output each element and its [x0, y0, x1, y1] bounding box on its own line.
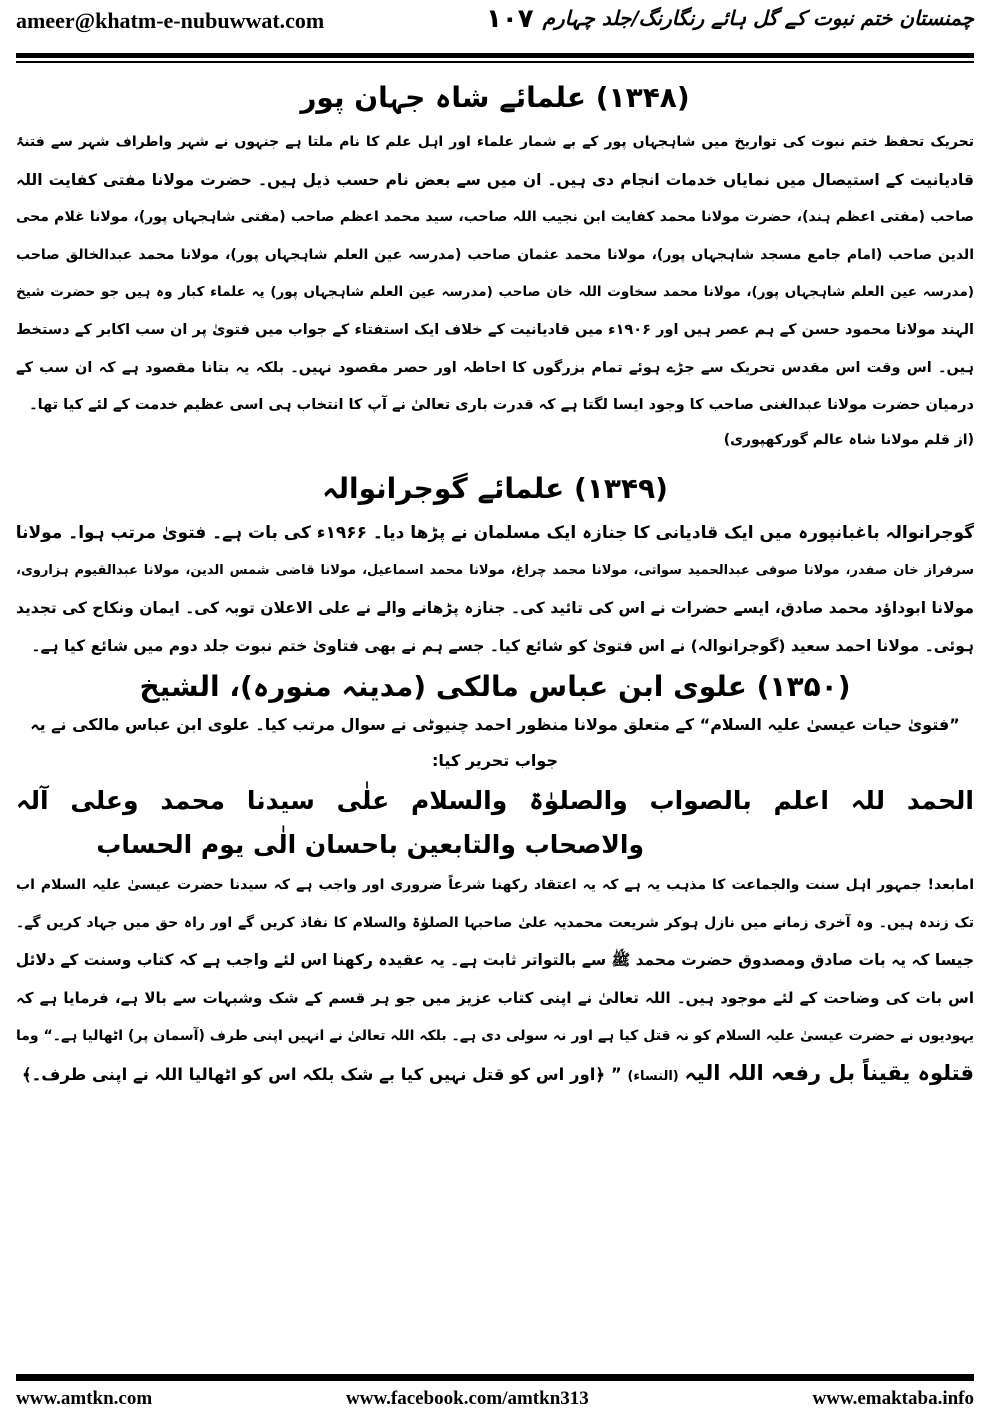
paragraph-line: امابعد! جمہور اہل سنت والجماعت کا مذہب یہ ہے کہ یہ اعتقاد رکھنا شرعاً ضروری اور واجب ہے کہ سیدنا حضرت عیسیٰ علیہ السلام اب: [16, 877, 974, 894]
footer-link-facebook[interactable]: www.facebook.com/amtkn313: [346, 1388, 589, 1409]
section-paragraph: [16, 124, 974, 425]
arabic-invocation: [16, 779, 974, 867]
paragraph-line: صاحب (مفتی اعظم ہند)، حضرت مولانا محمد کفایت ابن نجیب اللہ صاحب، سید محمد اعظم صاحب (مفتی شاہجہاں پور)، مولانا غلام محی: [16, 209, 974, 226]
section-1349: [16, 469, 974, 665]
section-heading: (۱۳۴۹) علمائے گوجرانوالہ: [322, 471, 668, 505]
paragraph-line: درمیان حضرت مولانا عبدالغنی صاحب کا وجود ایسا لگتا ہے کہ قدرت باری تعالیٰ نے آپ کا انتخاب ہی اسی عظیم خدمت کے لئے کیا تھا۔: [29, 397, 974, 414]
verse-translation: ” ﴿اور اس کو قتل نہیں کیا بے شک بلکہ اس کو اٹھالیا اللہ نے اپنی طرف۔﴾: [21, 1065, 622, 1085]
footer-rule: [16, 1374, 974, 1381]
paragraph-line: الہند مولانا محمود حسن کے ہم عصر ہیں اور ۱۹۰۶ء میں قادیانیت کے خلاف ایک استفتاء کے جواب میں فتویٰ پر ان سب اکابر کے دستخط: [16, 321, 974, 338]
paragraph-line: ہوئی۔ مولانا احمد سعید (گوجرانوالہ) نے اس فتویٰ کو شائع کیا۔ جسے ہم نے بھی فتاویٰ ختم نبوت جلد دوم میں شائع کیا ہے۔: [31, 636, 974, 655]
paragraph-line: تک زندہ ہیں۔ وہ آخری زمانے میں نازل ہوکر شریعت محمدیہ علیٰ صاحبہا الصلوٰۃ والسلام کا نفاذ کریں گے اور راہ حق میں جہاد کریں گے۔: [16, 914, 974, 931]
paragraph-line: قادیانیت کے استیصال میں نمایاں خدمات انجام دی ہیں۔ ان میں سے بعض نام حسب ذیل ہیں۔ حضرت مولانا مفتی کفایت اللہ: [16, 170, 974, 189]
paragraph-line: سرفراز خان صفدر، مولانا صوفی عبدالحمید سواتی، مولانا محمد چراغ، مولانا محمد اسماعیل، مولانا قاضی شمس الدین، مولانا عبدالقیوم ہزاروی،: [16, 563, 974, 579]
section-heading: (۱۳۴۸) علمائے شاہ جہان پور: [300, 81, 690, 114]
final-quranic-line: [16, 1055, 974, 1096]
footer-link-amtkn[interactable]: www.amtkn.com: [16, 1388, 153, 1409]
paragraph-line: تحریک تحفظ ختم نبوت کی تواریخ میں شاہجہاں پور کے بے شمار علماء اور اہل علم کا نام ملتا ہے جنہوں نے شہر واطراف شہر سے فتنۂ: [16, 134, 974, 150]
paragraph-line: ہیں۔ اس وقت اس مقدس تحریک سے جڑے ہوئے تمام بزرگوں کا احاطہ اور حصر مقصود نہیں۔ بلکہ یہ بتانا مقصود ہے کہ ان سب کے: [16, 359, 974, 376]
section-heading: (۱۳۵۰) علوی ابن عباس مالکی (مدینہ منورہ)، الشیخ: [139, 670, 851, 704]
arabic-line: الحمد للہ اعلم بالصواب والصلوٰۃ والسلام علٰی سیدنا محمد وعلی آلہ: [16, 786, 974, 816]
footer-link-emaktaba[interactable]: www.emaktaba.info: [812, 1388, 974, 1409]
page-body: [16, 68, 974, 1096]
section-1350: [16, 667, 974, 1096]
surah-reference: (النساء): [627, 1069, 679, 1085]
header-rule-thin: [16, 61, 974, 63]
section-paragraph: [16, 867, 974, 1096]
paragraph-line: جیسا کہ یہ بات صادق ومصدوق حضرت محمد ﷺ سے بالتواتر ثابت ہے۔ یہ عقیدہ رکھنا اس لئے واجب ہے کہ کتاب وسنت کے دلائل: [16, 951, 974, 970]
header-email[interactable]: ameer@khatm-e-nubuwwat.com: [16, 8, 325, 33]
page-header: [16, 4, 974, 40]
paragraph-line: گوجرانوالہ باغبانپورہ میں ایک قادیانی کا جنازہ ایک مسلمان نے پڑھا دیا۔ ۱۹۶۶ء کی بات ہے۔ فتویٰ مرتب ہوا۔ مولانا: [16, 522, 974, 543]
arabic-line: والاصحاب والتابعین باحسان الٰی یوم الحساب: [96, 830, 644, 860]
section-intro: ”فتویٰ حیات عیسیٰ علیہ السلام“ کے متعلق مولانا منظور احمد چنیوٹی نے سوال مرتب کیا۔ علوی ابن عباس مالکی نے یہ جواب تحریر کیا:: [30, 715, 960, 771]
citation: (از قلم مولانا شاہ عالم گورکھپوری): [723, 431, 974, 448]
paragraph-line: یہودیوں نے حضرت عیسیٰ علیہ السلام کو نہ قتل کیا ہے اور نہ سولی دی ہے۔ بلکہ اللہ تعالیٰ نے انہیں اپنی طرف (آسمان پر) اٹھالیا ہے۔“ وما: [16, 1027, 974, 1044]
page-number: ۱۰۷: [486, 4, 534, 34]
quran-verse: قتلوہ یقیناً بل رفعہ اللہ الیہ: [684, 1061, 974, 1086]
section-paragraph: [16, 515, 974, 665]
paragraph-line: مولانا ابوداؤد محمد صادق، ایسے حضرات نے اس کی تائید کی۔ جنازہ پڑھانے والے نے علی الاعلان توبہ کی۔ ایمان ونکاح کی تجدید: [16, 598, 974, 617]
book-title: چمنستان ختم نبوت کے گل ہائے رنگارنگ/جلد چہارم: [542, 6, 974, 30]
paragraph-line: (مدرسہ عین العلم شاہجہاں پور)، مولانا محمد سخاوت اللہ خان صاحب (مدرسہ عین العلم شاہجہاں پور) یہ علماء کبار وہ ہیں جو حضرت شیخ: [16, 284, 974, 301]
paragraph-line: الدین صاحب (امام جامع مسجد شاہجہاں پور)، مولانا محمد عثمان صاحب (مدرسہ عین العلم شاہجہاں پور)، مولانا محمد عبدالخالق صاحب: [16, 246, 974, 263]
header-rule-thick: [16, 53, 974, 58]
paragraph-line: اس بات کی وضاحت کے لئے موجود ہیں۔ اللہ تعالیٰ نے اپنی کتاب عزیز میں جو ہر قسم کے شک وشبہات سے بالا ہے، فرمایا ہے کہ: [16, 988, 974, 1007]
section-1348: [16, 78, 974, 455]
page-footer: [16, 1388, 974, 1414]
